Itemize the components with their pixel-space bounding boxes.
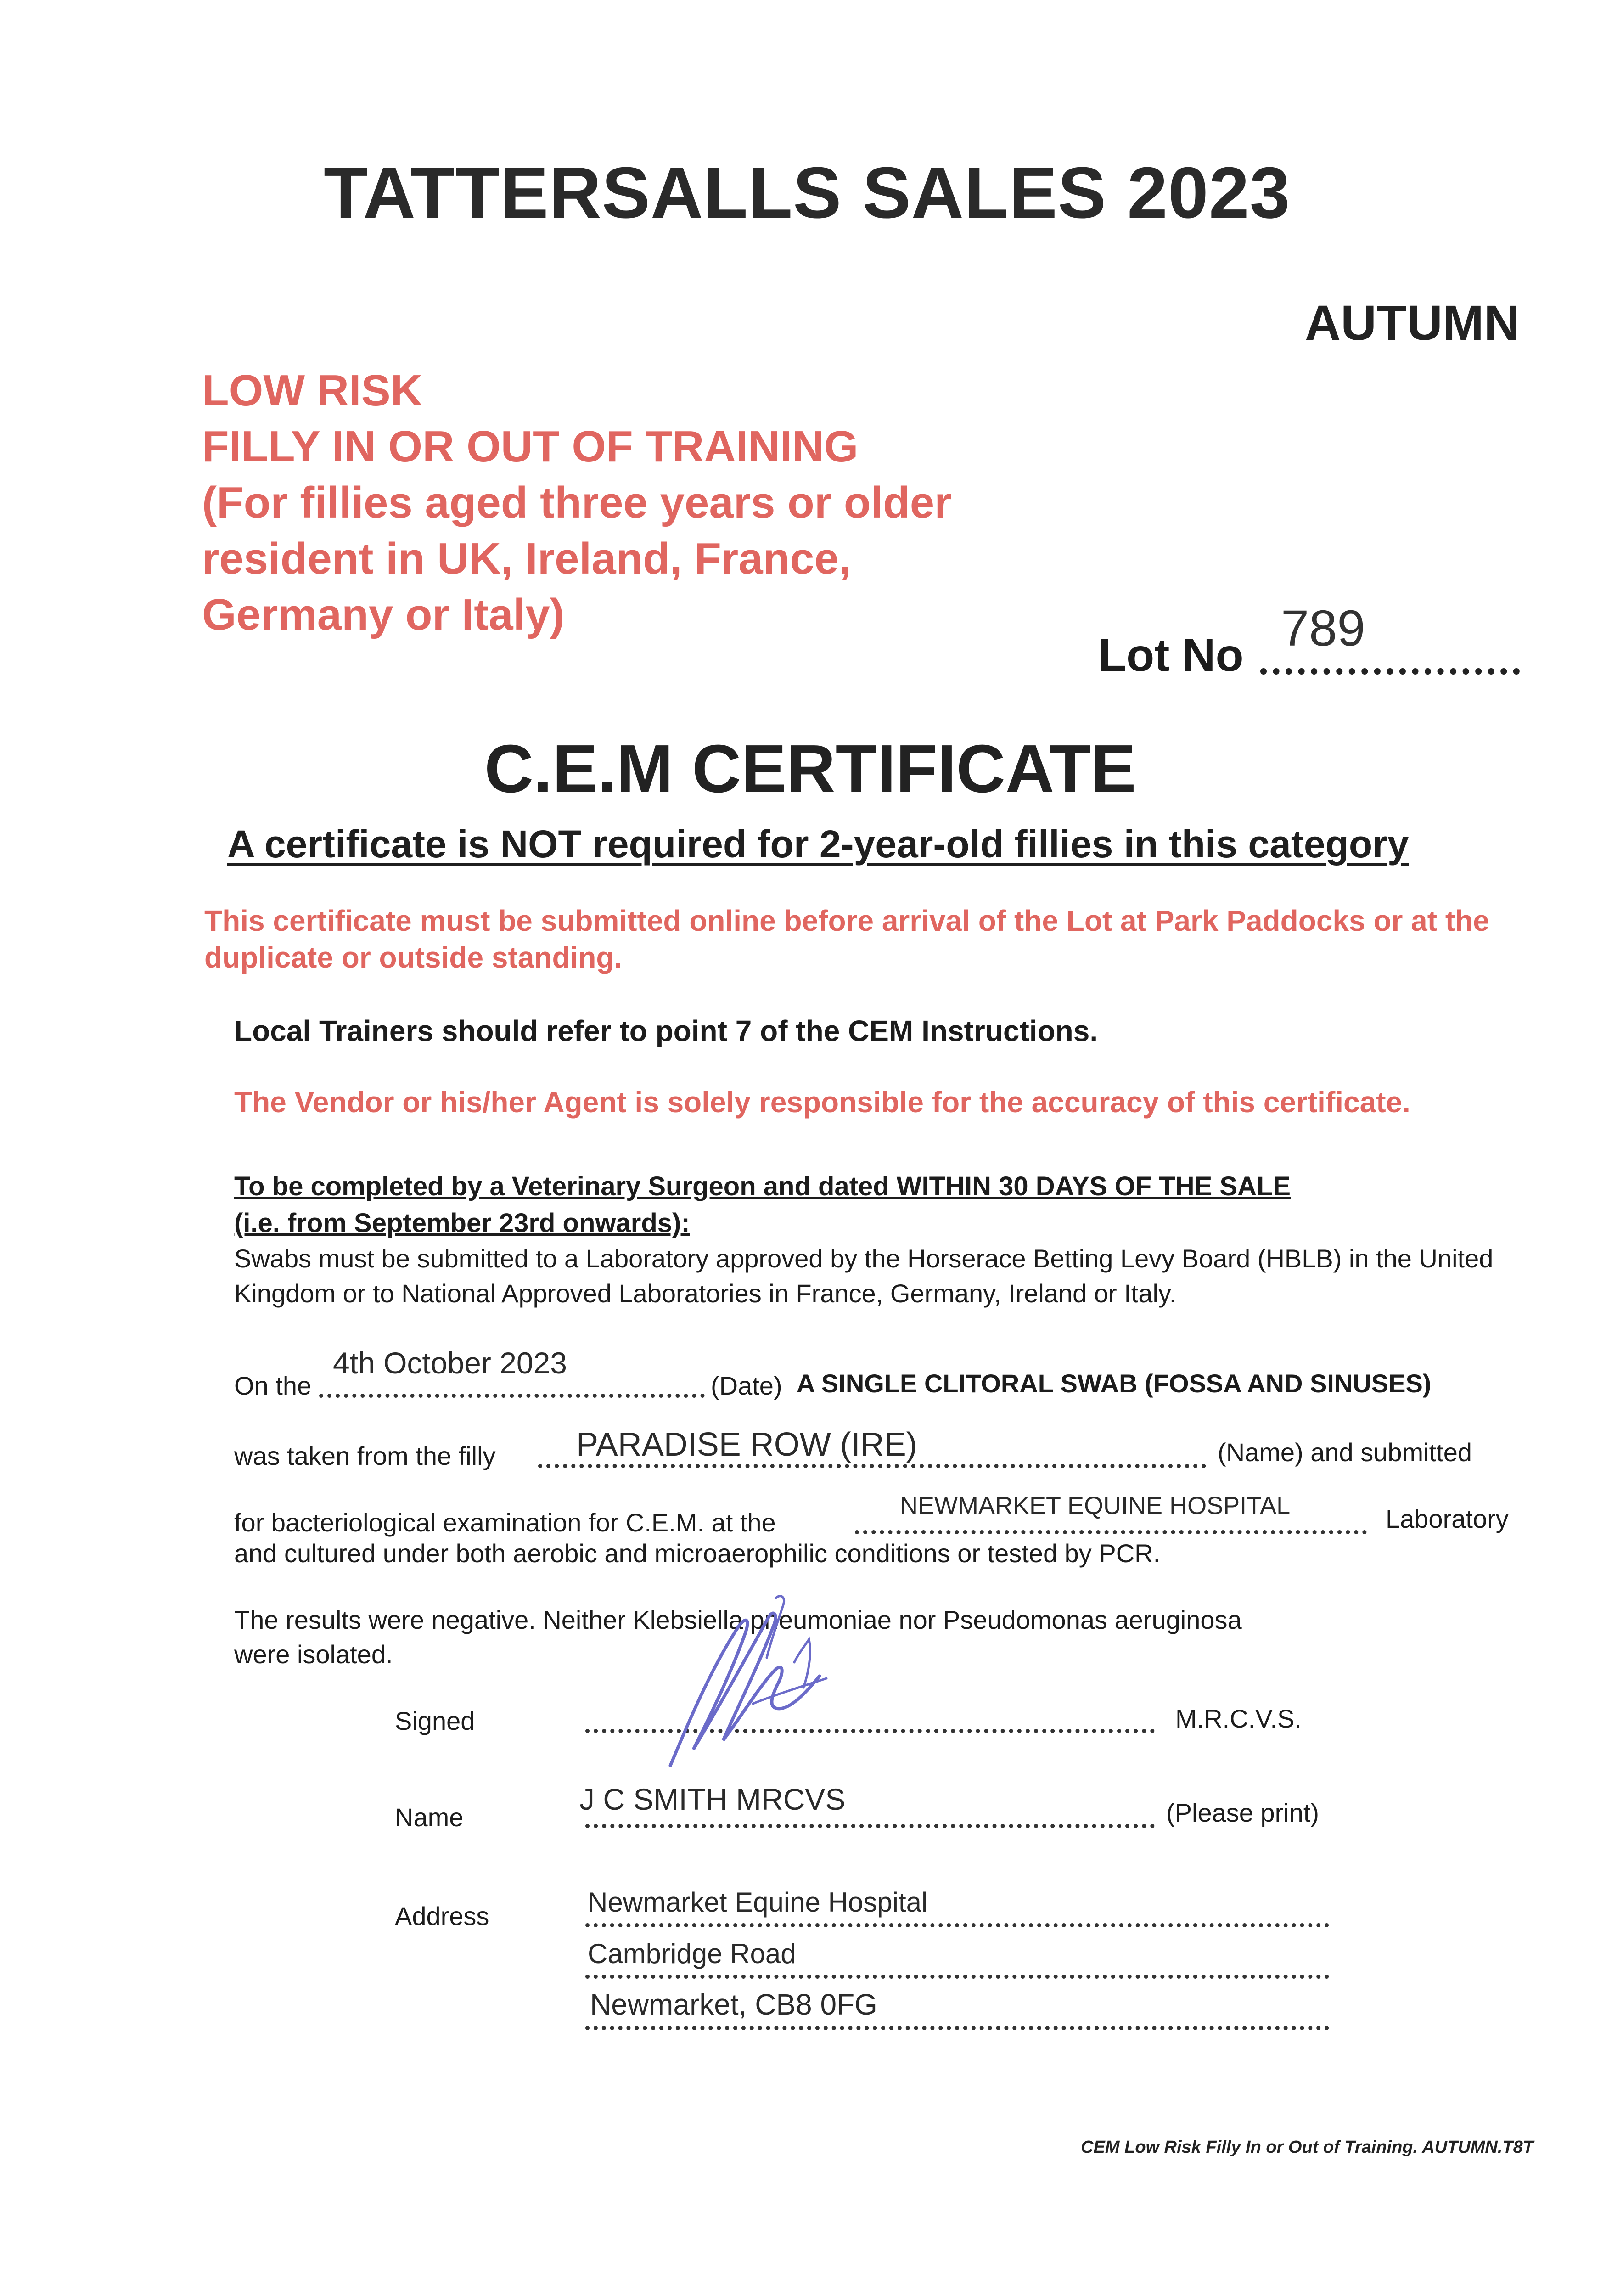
vendor-note: The Vendor or his/her Agent is solely responsible for the accuracy of this certificate.: [234, 1086, 1410, 1119]
date-value: 4th October 2023: [333, 1346, 567, 1380]
name-submitted-label: (Name) and submitted: [1218, 1438, 1472, 1467]
swab-description: A SINGLE CLITORAL SWAB (FOSSA AND SINUSES): [797, 1369, 1432, 1398]
submission-note: This certificate must be submitted online before arrival of the Lot at Park Paddocks or at the duplicate or outside standing.: [204, 904, 1489, 974]
please-print-label: (Please print): [1166, 1798, 1320, 1827]
category-line: FILLY IN OR OUT OF TRAINING: [202, 422, 859, 471]
document-title: TATTERSALLS SALES 2023: [324, 152, 1291, 233]
taken-from-label: was taken from the filly: [234, 1441, 496, 1470]
category-line: Germany or Italy): [202, 590, 565, 639]
lot-number-value: 789: [1281, 600, 1365, 657]
exam-prefix-label: for bacteriological examination for C.E.M. at the: [234, 1508, 776, 1537]
form-reference-footer: CEM Low Risk Filly In or Out of Training. AUTUMN.T8T: [1081, 2138, 1533, 2157]
sale-season: AUTUMN: [1305, 295, 1520, 350]
address-label: Address: [395, 1902, 489, 1930]
instructions-body: Swabs must be submitted to a Laboratory approved by the Horserace Betting Levy Board (HBLB) in the United Kingdom or to National Approved Laboratories in France, Germany, Ireland or Italy.: [234, 1244, 1494, 1308]
name-value: J C SMITH MRCVS: [579, 1782, 846, 1816]
category-line: (For fillies aged three years or older: [202, 478, 952, 527]
lot-label: Lot No: [1098, 630, 1244, 681]
culture-conditions: and cultured under both aerobic and microaerophilic conditions or tested by PCR.: [234, 1539, 1161, 1568]
address-line-value: Newmarket, CB8 0FG: [590, 1988, 877, 2021]
filly-name-value: PARADISE ROW (IRE): [576, 1426, 917, 1463]
instructions-heading-dates: (i.e. from September 23rd onwards):: [234, 1208, 690, 1238]
mrcvs-label: M.R.C.V.S.: [1175, 1704, 1302, 1733]
category-line: resident in UK, Ireland, France,: [202, 534, 851, 583]
date-label: (Date): [711, 1371, 782, 1400]
address-line-value: Newmarket Equine Hospital: [588, 1887, 928, 1918]
instructions-heading: To be completed by a Veterinary Surgeon and dated WITHIN 30 DAYS OF THE SALE: [234, 1171, 1291, 1201]
certificate-title: C.E.M CERTIFICATE: [484, 731, 1136, 807]
signature-scribble: [638, 1584, 854, 1777]
laboratory-label: Laboratory: [1386, 1504, 1509, 1533]
trainers-note: Local Trainers should refer to point 7 of the CEM Instructions.: [234, 1014, 1098, 1047]
name-label: Name: [395, 1803, 464, 1832]
category-block: [202, 363, 952, 643]
certificate-exemption-note: A certificate is NOT required for 2-year-old fillies in this category: [227, 822, 1409, 866]
signed-label: Signed: [395, 1706, 475, 1735]
category-line: LOW RISK: [202, 366, 422, 415]
results-line: were isolated.: [234, 1640, 393, 1669]
address-line-value: Cambridge Road: [588, 1938, 796, 1969]
on-the-label: On the: [234, 1371, 312, 1400]
results-line: The results were negative. Neither Klebsiella pneumoniae nor Pseudomonas aeruginosa: [234, 1605, 1242, 1634]
laboratory-value: NEWMARKET EQUINE HOSPITAL: [900, 1492, 1291, 1519]
